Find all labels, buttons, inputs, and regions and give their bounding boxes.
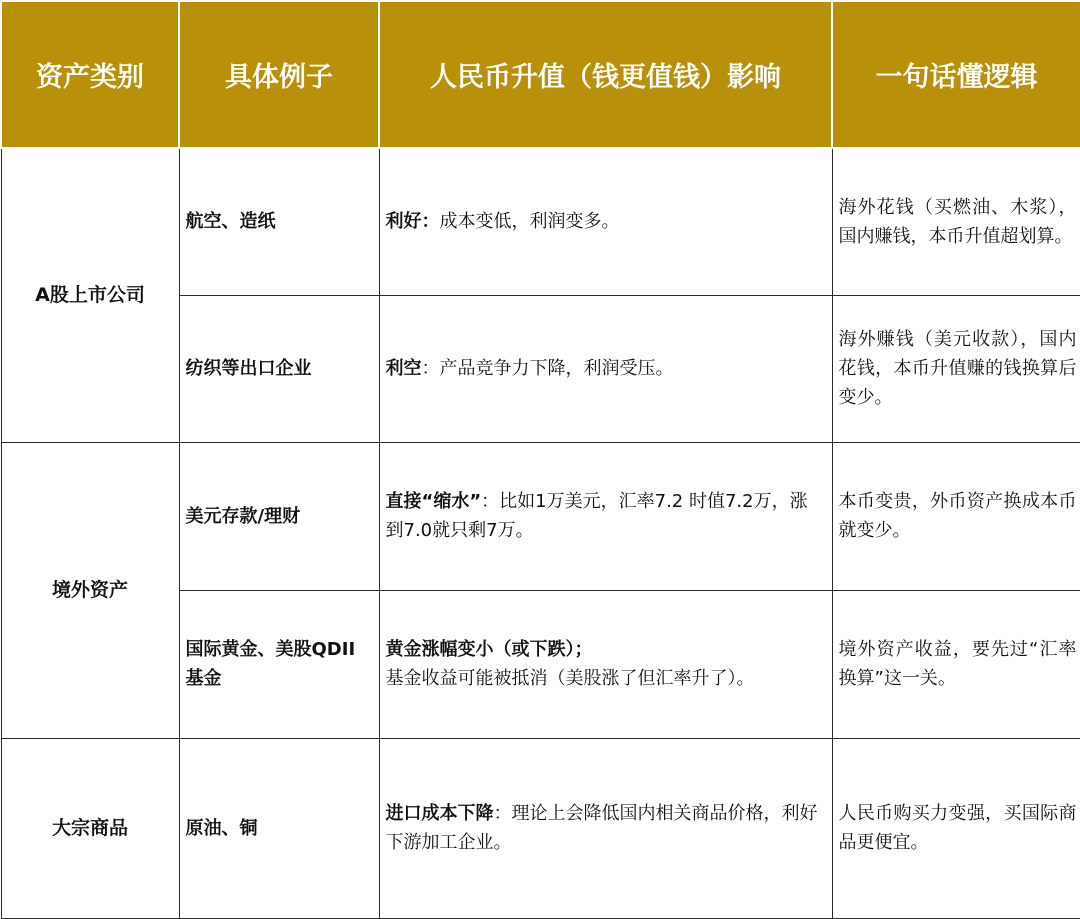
impact-cell	[379, 295, 832, 442]
category-cell: 大宗商品	[1, 738, 179, 918]
impact-cell	[379, 738, 832, 918]
logic-cell: 境外资产收益，要先过“汇率换算”这一关。	[832, 590, 1080, 738]
logic-cell: 海外赚钱（美元收款），国内花钱，本币升值赚的钱换算后变少。	[832, 295, 1080, 442]
impact-cell	[379, 442, 832, 590]
impact-label: 黄金涨幅变小（或下跌）；	[385, 639, 593, 660]
impact-label: 利好：	[385, 211, 440, 233]
example-cell: 原油、铜	[179, 738, 379, 918]
example-cell: 航空、造纸	[179, 148, 379, 295]
impact-text: ：理论上会降低国内相关商品价格，利好下游加工企业。	[385, 803, 818, 853]
header-rmb-impact: 人民币升值（钱更值钱）影响	[379, 1, 832, 148]
impact-text: 成本变低，利润变多。	[439, 211, 620, 233]
header-logic: 一句话懂逻辑	[832, 1, 1080, 148]
header-examples: 具体例子	[179, 1, 379, 148]
example-cell: 纺织等出口企业	[179, 295, 379, 442]
impact-text: ：产品竞争力下降，利润受压。	[421, 358, 674, 379]
table-row	[1, 148, 1080, 295]
header-row	[1, 1, 1080, 148]
impact-text: 基金收益可能被抵消（美股涨了但汇率升了）。	[385, 668, 755, 689]
table-row	[1, 442, 1080, 590]
impact-cell	[379, 148, 832, 295]
impact-text: ：比如1万美元，汇率7.2 时值7.2万，涨到7.0就只剩7万。	[385, 491, 808, 541]
example-cell: 美元存款/理财	[179, 442, 379, 590]
logic-cell: 人民币购买力变强，买国际商品更便宜。	[832, 738, 1080, 918]
category-cell: A股上市公司	[1, 148, 179, 442]
impact-label: 进口成本下降	[385, 803, 494, 824]
logic-cell: 海外花钱（买燃油、木浆），国内赚钱，本币升值超划算。	[832, 148, 1080, 295]
table-row	[1, 738, 1080, 918]
impact-cell	[379, 590, 832, 738]
example-cell: 国际黄金、美股QDII 基金	[179, 590, 379, 738]
header-asset-category: 资产类别	[1, 1, 179, 148]
impact-label: 直接“缩水”	[385, 491, 482, 512]
category-cell: 境外资产	[1, 442, 179, 738]
logic-cell: 本币变贵，外币资产换成本币就变少。	[832, 442, 1080, 590]
impact-label: 利空	[385, 358, 422, 379]
